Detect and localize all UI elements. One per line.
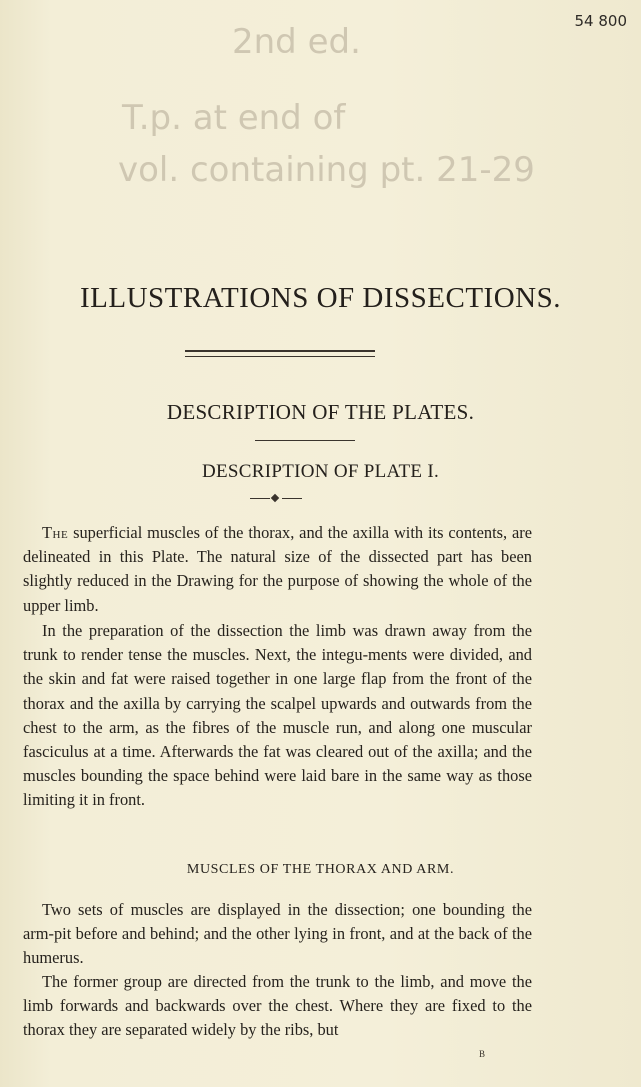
shelfmark-annotation: 54 800 xyxy=(574,12,627,30)
paragraph-muscle-sets-text: Two sets of muscles are displayed in the dissection; one bounding the arm-pit before and behind; and the other lying in front, and at the back of the humerus. xyxy=(23,900,532,968)
pencil-note-edition: 2nd ed. xyxy=(232,22,361,62)
paragraph-muscle-sets xyxy=(23,898,532,971)
pencil-note-title-page: T.p. at end of xyxy=(122,98,346,138)
paragraph-intro-text: superficial muscles of the thorax, and the axilla with its contents, are delineated in this Plate. The natural size of the dissected part has been slightly reduced in the Drawing for the purpose of showing the whole of the upper limb. xyxy=(23,523,532,615)
paragraph-preparation xyxy=(23,619,532,813)
paragraph-former-group xyxy=(23,970,532,1043)
section-heading-muscles: MUSCLES OF THE THORAX AND ARM. xyxy=(186,862,455,877)
paragraph-intro xyxy=(23,521,532,618)
pencil-note-volume: vol. containing pt. 21-29 xyxy=(118,150,535,190)
signature-mark: B xyxy=(479,1049,486,1059)
lead-word: The xyxy=(42,523,69,542)
section-subtitle: DESCRIPTION OF THE PLATES. xyxy=(166,400,475,424)
rule-divider xyxy=(255,440,355,441)
paragraph-former-group-text: The former group are directed from the trunk to the limb, and move the limb forwards and backwards over the chest. Where they are fixed to the thorax they are separated widely by the ribs, but xyxy=(23,972,532,1040)
double-rule-divider xyxy=(185,350,375,357)
ornament-divider-icon xyxy=(250,491,302,505)
paragraph-preparation-text: In the preparation of the dissection the limb was drawn away from the trunk to render tense the muscles. Next, the integu-ments were divided, and the skin and fat were raised together in one large flap from the front of the thorax and the axilla by carrying the scalpel upwards and outwards from the chest to the arm, as the fibres of the muscle run, and along one muscular fasciculus at a time. Afterwards the fat was cleared out of the axilla; and the muscles bounding the space behind were laid bare in the same way as those limiting it in front. xyxy=(23,621,532,810)
page-title: ILLUSTRATIONS OF DISSECTIONS. xyxy=(80,282,561,314)
plate-heading: DESCRIPTION OF PLATE I. xyxy=(201,461,440,482)
